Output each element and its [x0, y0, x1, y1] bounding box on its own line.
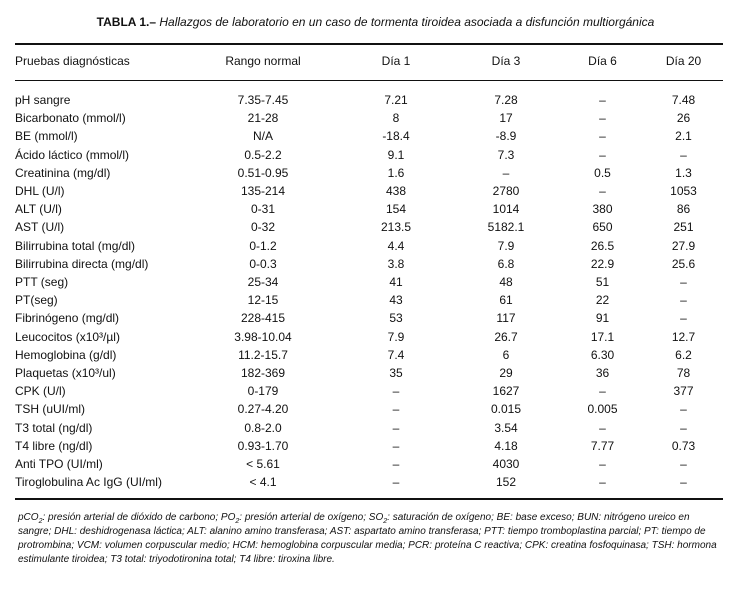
value-cell: 0-32: [250, 220, 276, 235]
table-row: [15, 473, 723, 491]
value-cell: 0-31: [250, 202, 276, 217]
value-cell: -8.9: [495, 129, 517, 144]
table-row: [15, 164, 723, 182]
value-cell: 1053: [670, 184, 697, 199]
value-cell: 0.5-2.2: [244, 147, 282, 162]
table-row: [15, 455, 723, 473]
value-cell: -18.4: [382, 129, 410, 144]
value-cell: 11.2-15.7: [238, 347, 288, 362]
table-row: [15, 146, 723, 164]
value-cell: 117: [496, 311, 516, 326]
table-row: [15, 382, 723, 400]
value-cell: –: [599, 129, 606, 144]
value-cell: –: [392, 438, 400, 453]
value-cell: 650: [592, 220, 613, 235]
value-cell: 0.73: [671, 438, 696, 453]
value-cell: –: [599, 147, 606, 162]
value-cell: 6.30: [590, 347, 615, 362]
footnote-sub: 2: [383, 518, 388, 525]
value-cell: 7.21: [384, 93, 408, 107]
table-row: [15, 437, 723, 455]
value-cell: –: [680, 275, 687, 290]
value-cell: 3.54: [494, 420, 518, 435]
test-name-cell: Anti TPO (UI/ml): [15, 457, 103, 472]
value-cell: 7.4: [387, 347, 405, 362]
value-cell: 7.28: [494, 93, 518, 107]
footnote-sub: 2: [235, 518, 240, 525]
test-name-cell: Bilirrubina total (mg/dl): [15, 238, 136, 253]
header-cell: Día 3: [491, 54, 521, 68]
value-cell: 4030: [492, 457, 520, 472]
footnote-text: : presión arterial de dióxido de carbono; PO: [42, 512, 236, 523]
value-cell: 1.3: [675, 165, 692, 180]
value-cell: –: [599, 93, 606, 107]
value-cell: 7.9: [387, 329, 405, 344]
test-name-cell: T3 total (ng/dl): [15, 420, 93, 435]
footnote-text: : presión arterial de oxígeno; SO: [239, 512, 384, 523]
value-cell: 8: [392, 111, 400, 126]
value-cell: 9.1: [387, 147, 405, 162]
value-cell: 17: [499, 111, 513, 126]
table-row: [15, 309, 723, 327]
table-row: [15, 400, 723, 418]
table-row: [15, 291, 723, 309]
header-cell: Rango normal: [225, 54, 301, 68]
test-name-cell: PT(seg): [15, 293, 58, 308]
header-cell: Día 6: [588, 54, 617, 68]
value-cell: 7.3: [497, 147, 515, 162]
value-cell: –: [680, 311, 687, 326]
test-name-cell: Leucocitos (x10³/µl): [15, 329, 120, 344]
value-cell: 48: [499, 275, 513, 290]
value-cell: 1014: [492, 202, 520, 217]
value-cell: 0.27-4.20: [237, 402, 289, 417]
table-row: [15, 182, 723, 200]
value-cell: 2780: [492, 184, 520, 199]
value-cell: –: [392, 475, 400, 490]
value-cell: 36: [595, 366, 610, 381]
lab-results-body: [15, 91, 723, 491]
table-footnote: [18, 511, 722, 567]
value-cell: 3.8: [387, 256, 405, 271]
value-cell: 61: [499, 293, 513, 308]
value-cell: 2.1: [675, 129, 692, 144]
value-cell: –: [599, 111, 606, 126]
value-cell: 1627: [492, 384, 520, 399]
test-name-cell: Plaquetas (x10³/ul): [15, 366, 116, 381]
test-name-cell: AST (U/l): [15, 220, 65, 235]
value-cell: 29: [499, 366, 513, 381]
value-cell: –: [599, 457, 606, 472]
header-cell: Pruebas diagnósticas: [15, 54, 130, 68]
value-cell: –: [599, 184, 606, 199]
value-cell: 7.77: [590, 438, 615, 453]
value-cell: –: [599, 475, 606, 490]
value-cell: 135-214: [240, 184, 286, 199]
header-row: [15, 52, 723, 70]
value-cell: –: [680, 293, 687, 308]
value-cell: 182-369: [240, 366, 286, 381]
test-name-cell: Tiroglobulina Ac IgG (UI/ml): [15, 475, 162, 490]
value-cell: 78: [676, 366, 691, 381]
value-cell: 380: [592, 202, 613, 217]
test-name-cell: pH sangre: [15, 93, 71, 107]
value-cell: 213.5: [380, 220, 412, 235]
lab-results-table: [15, 91, 723, 491]
value-cell: –: [680, 147, 687, 162]
table-row: [15, 255, 723, 273]
value-cell: 1.6: [387, 165, 405, 180]
table-title: [0, 15, 751, 30]
value-cell: 377: [673, 384, 694, 399]
value-cell: –: [599, 384, 606, 399]
value-cell: 12-15: [247, 293, 279, 308]
table-row: [15, 200, 723, 218]
value-cell: 91: [595, 311, 610, 326]
test-name-cell: Creatinina (mg/dl): [15, 165, 111, 180]
test-name-cell: TSH (uUI/ml): [15, 402, 85, 417]
value-cell: –: [392, 420, 400, 435]
lab-results-header-table: [15, 52, 723, 70]
value-cell: 228-415: [240, 311, 286, 326]
test-name-cell: ALT (U/l): [15, 202, 62, 217]
value-cell: 7.35-7.45: [237, 93, 289, 107]
value-cell: 5182.1: [487, 220, 525, 235]
table-row: [15, 127, 723, 145]
test-name-cell: Ácido láctico (mmol/l): [15, 147, 130, 162]
value-cell: 17.1: [590, 329, 615, 344]
table-title-label: TABLA 1.–: [96, 15, 157, 29]
value-cell: 438: [385, 184, 407, 199]
value-cell: 12.7: [671, 329, 696, 344]
test-name-cell: CPK (U/l): [15, 384, 66, 399]
header-rule: [15, 80, 723, 81]
value-cell: –: [392, 402, 400, 417]
value-cell: 0.005: [587, 402, 618, 417]
table-row: [15, 346, 723, 364]
value-cell: 251: [673, 220, 694, 235]
footnote-sub: 2: [38, 518, 43, 525]
value-cell: 25.6: [671, 256, 696, 271]
test-name-cell: Hemoglobina (g/dl): [15, 347, 117, 362]
value-cell: 154: [385, 202, 407, 217]
test-name-cell: T4 libre (ng/dl): [15, 438, 93, 453]
value-cell: 152: [495, 475, 517, 490]
footnote-text: : saturación de oxígeno; BE: base exceso; BUN: nitrógeno ureico en sangre; DHL: deshidrogenasa láctica; ALT: alanino amino transferasa; AST: aspartato amino transferasa; PTT: tiempo tromboplastina parcial; PT: tiempo de protrombina; VCM: volumen corpuscular medio; HCM: hemoglobina corpuscular media; PCR: proteína C reactiva; CPK: creatina fosfoquinasa; TSH: hormona estimulante tiroidea; T3 total: triyodotironina total; T4 libre: tiroxina libre.: [18, 512, 717, 565]
test-name-cell: Fibrinógeno (mg/dl): [15, 311, 120, 326]
table-title-text: Hallazgos de laboratorio en un caso de tormenta tiroidea asociada a disfunción multiorgánica: [159, 15, 655, 29]
test-name-cell: PTT (seg): [15, 275, 69, 290]
value-cell: 22: [595, 293, 610, 308]
test-name-cell: DHL (U/l): [15, 184, 65, 199]
value-cell: 0-179: [247, 384, 279, 399]
value-cell: 6: [502, 347, 510, 362]
value-cell: –: [392, 457, 400, 472]
value-cell: 3.98-10.04: [234, 329, 292, 344]
value-cell: 43: [389, 293, 403, 308]
value-cell: 51: [595, 275, 610, 290]
value-cell: 6.8: [497, 256, 515, 271]
value-cell: –: [502, 165, 510, 180]
test-name-cell: BE (mmol/l): [15, 129, 78, 144]
value-cell: –: [680, 420, 687, 435]
value-cell: 21-28: [247, 111, 279, 126]
value-cell: < 4.1: [249, 475, 277, 490]
value-cell: 41: [389, 275, 403, 290]
value-cell: 27.9: [671, 238, 696, 253]
table-row: [15, 328, 723, 346]
table-row: [15, 237, 723, 255]
value-cell: 4.18: [494, 438, 518, 453]
value-cell: 6.2: [675, 347, 692, 362]
table-row: [15, 364, 723, 382]
value-cell: 0.93-1.70: [237, 438, 289, 453]
value-cell: 0-0.3: [249, 256, 277, 271]
header-cell: Día 20: [665, 54, 702, 68]
value-cell: 0.015: [490, 402, 522, 417]
value-cell: N/A: [252, 129, 273, 144]
value-cell: 26.7: [494, 329, 518, 344]
footnote-pco2: pCO: [18, 512, 39, 523]
value-cell: 35: [389, 366, 403, 381]
value-cell: 7.48: [671, 93, 696, 107]
test-name-cell: Bicarbonato (mmol/l): [15, 111, 126, 126]
table-row: [15, 91, 723, 109]
value-cell: 0-1.2: [249, 238, 277, 253]
value-cell: < 5.61: [246, 457, 280, 472]
header-cell: Día 1: [381, 54, 411, 68]
value-cell: –: [599, 420, 606, 435]
value-cell: 26: [676, 111, 691, 126]
value-cell: 53: [389, 311, 403, 326]
bottom-rule: [15, 498, 723, 500]
value-cell: 0.51-0.95: [237, 165, 289, 180]
value-cell: 26.5: [590, 238, 615, 253]
table-row: [15, 109, 723, 127]
value-cell: 86: [676, 202, 691, 217]
value-cell: 25-34: [247, 275, 279, 290]
value-cell: –: [680, 457, 687, 472]
test-name-cell: Bilirrubina directa (mg/dl): [15, 256, 149, 271]
value-cell: 22.9: [590, 256, 615, 271]
top-rule: [15, 43, 723, 45]
value-cell: 0.5: [594, 165, 611, 180]
value-cell: 4.4: [387, 238, 405, 253]
value-cell: 0.8-2.0: [244, 420, 282, 435]
table-row: [15, 419, 723, 437]
table-row: [15, 218, 723, 236]
table-row: [15, 273, 723, 291]
value-cell: 7.9: [497, 238, 515, 253]
value-cell: –: [680, 402, 687, 417]
value-cell: –: [680, 475, 687, 490]
value-cell: –: [392, 384, 400, 399]
